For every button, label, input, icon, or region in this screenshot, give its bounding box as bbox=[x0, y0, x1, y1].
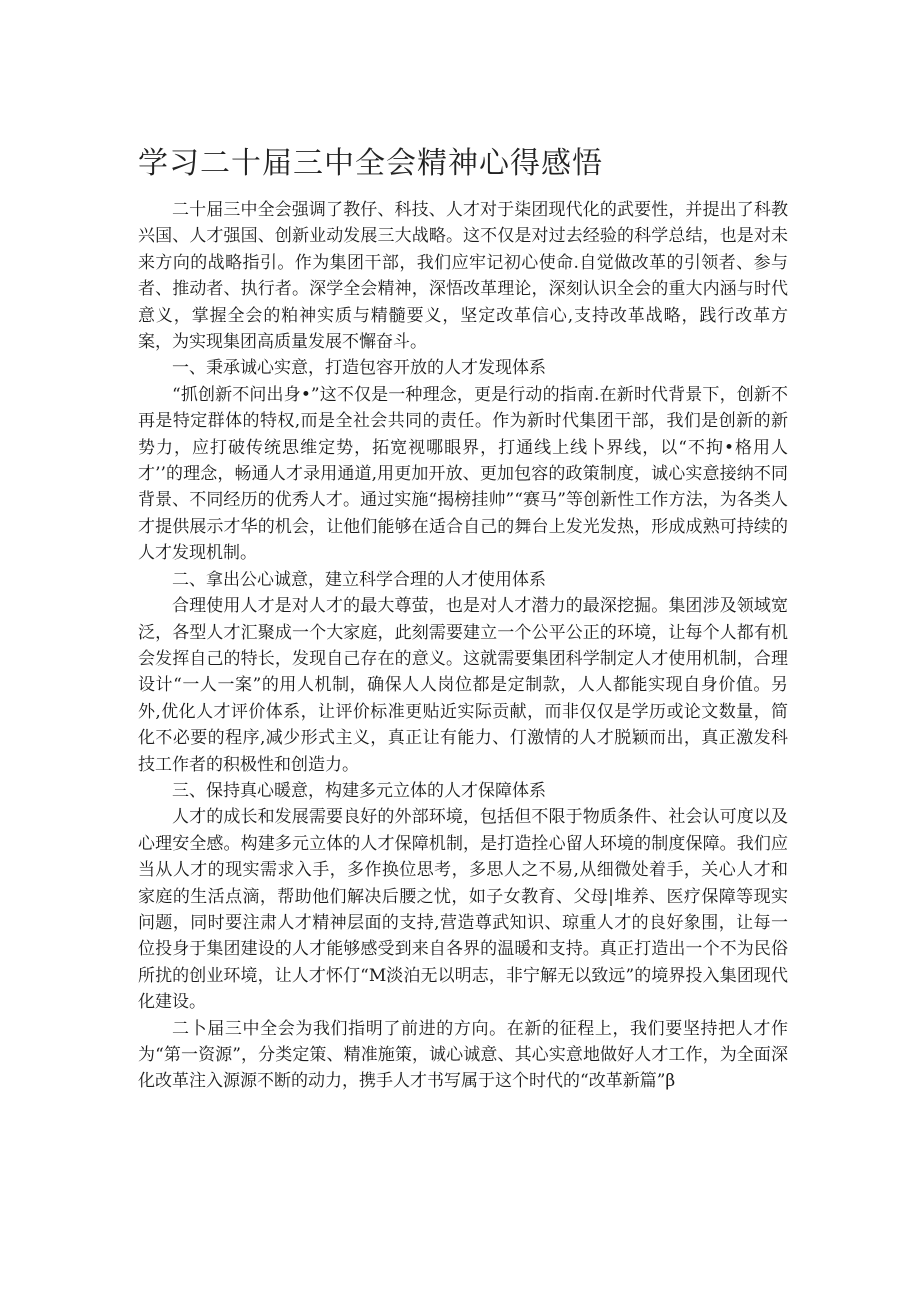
section-3-heading: 三、保持真心暖意，构建多元立体的人才保障体系 bbox=[172, 780, 546, 801]
section-2-heading: 二、拿出公心诚意，建立科学合理的人才使用体系 bbox=[172, 569, 546, 590]
document-title: 学习二十届三中全会精神心得感悟 bbox=[138, 146, 603, 181]
document-body bbox=[138, 197, 788, 1095]
section-1-heading: 一、秉承诚心实意，打造包容开放的人才发现体系 bbox=[172, 358, 546, 379]
section-2-paragraph: 合理使用人才是对人才的最大尊萤，也是对人才潜力的最深挖掘。集团涉及领域宽泛，各型人才汇聚成一个大家庭，此刻需要建立一个公平公正的环境，让每个人都有机会发挥自己的特长，发现自己存在的意义。这就需要集团科学制定人才使用机制，合理设计“一人一案”的用人机制，确保人人岗位都是定制款，人人都能实现自身价值。另外,优化人才评价体系，让评价标准更贴近实际贡献，而非仅仅是学历或论文数量，简化不必要的程序,减少形式主义，真正让有能力、仃激情的人才脱颖而出，真正激发科技工作者的积极性和创造力。 bbox=[138, 596, 788, 775]
intro-paragraph: 二十届三中全会强调了教仔、科技、人才对于柒团现代化的武要性，并提出了科教兴国、人才强国、创新业动发展三大战略。这不仅是对过去经验的科学总结，也是对未来方向的战略指引。作为集团干部，我们应牢记初心使命.自觉做改革的引领者、参与者、推动者、执行者。深学全会精神，深悟改革理论，深刻认识全会的重大内涵与时代意义，掌握全会的粕神实质与精髓要义，坚定改革信心,支持改革战略，践行改革方案，为实现集团高质量发展不懈奋斗。 bbox=[138, 200, 788, 353]
section-3-paragraph: 人才的成长和发展需要良好的外部环境，包括但不限于物质条件、社会认可度以及心理安全感。构建多元立体的人才保障机制，是打造拴心留人环境的制度保障。我们应当从人才的现实需求入手，多作换位思考，多思人之不易,从细微处着手，关心人才和家庭的生活点滴，帮助他们解决后腰之忧，如子女教育、父母|堆养、医疗保障等现实问题，同时要注肃人才精神层面的支持,营造尊武知识、琼重人才的良好象围，让每一位投身于集团建设的人才能够感受到来自各界的温暖和支持。真正打造出一个不为民俗所扰的创业环境，让人才怀仃“M淡泊无以明志，非宁解无以致远”的境界投入集团现代化建设。 bbox=[138, 807, 788, 1013]
conclusion-paragraph: 二卜届三中全会为我们指明了前进的方向。在新的征程上，我们要坚持把人才作为“第一资源”，分类定策、精准施策，诚心诚意、其心实意地做好人才工作，为全面深化改革注入源源不断的动力，携手人才书写属于这个时代的“改革新篇”β bbox=[138, 1018, 788, 1092]
section-1-paragraph: “抓创新不问出身•”这不仅是一种理念，更是行动的指南.在新时代背景下，创新不再是特定群体的特权,而是全社会共同的责任。作为新时代集团干部，我们是创新的新势力，应打破传统思维定势，拓宽视哪眼界，打通线上线卜界线，以“不拘•格用人才’’的理念，畅通人才录用通道,用更加开放、更加包容的政策制度，诚心实意接纳不同背景、不同经历的优秀人才。通过实施“揭榜挂帅”“赛马”等创新性工作方法，为各类人才提供展示才华的机会，让他们能够在适合自己的舞台上发光发热，形成成熟可持续的人才发现机制。 bbox=[138, 384, 788, 564]
